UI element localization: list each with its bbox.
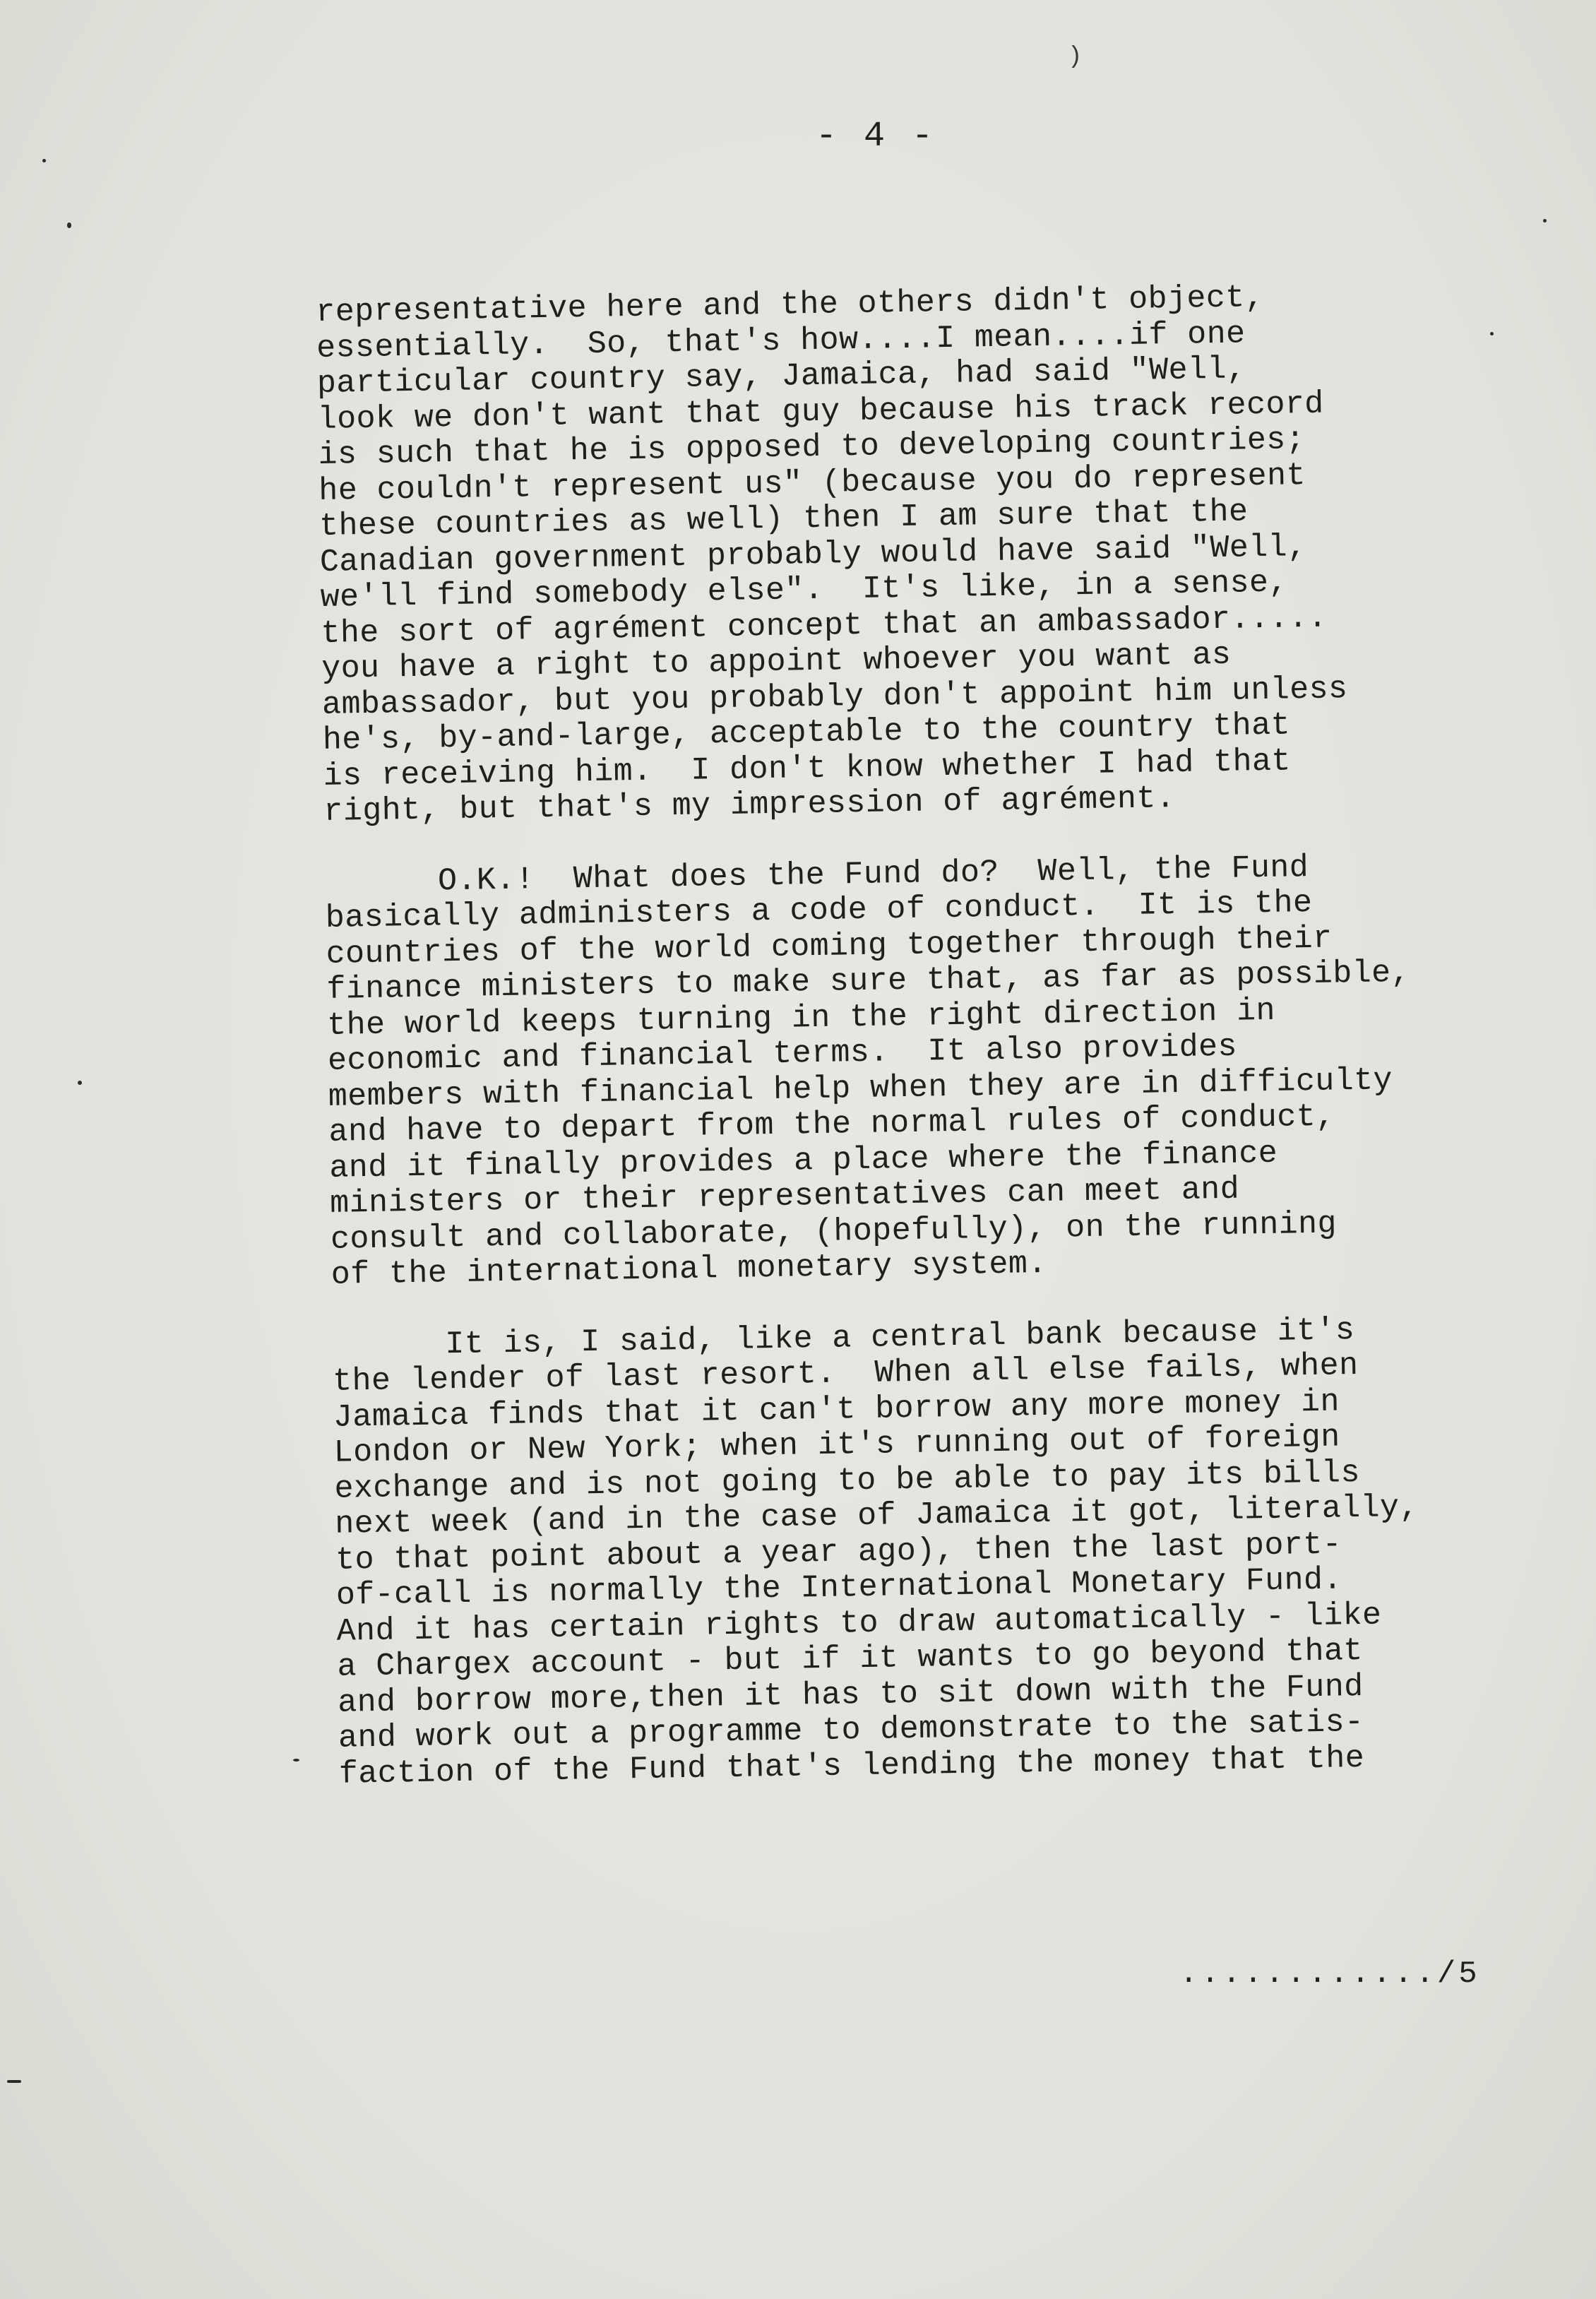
paper-speck — [7, 2080, 21, 2083]
paper-speck — [78, 1081, 82, 1085]
body-text — [316, 276, 1554, 1793]
page-number: - 4 - — [815, 117, 936, 157]
paragraph-1: representative here and the others didn't object, essentially. So, that's how....I mean....if one particular country say, Jamaica, had said "Well, look we don't want that guy because his track record is such that he is opposed to developing countries; he couldn't represent us" (because you do represent these countries as well) then I am sure that the Canadian government probably would have said "Well, we'll find somebody else". It's like, in a sense, the sort of agrément concept that an ambassador..... you have a right to appoint whoever you want as ambassador, but you probably don't appoint him unless he's, by-and-large, acceptable to the country that is receiving him. I don't know whether I had that right, but that's my impression of agrément. — [315, 279, 1348, 830]
continuation-marker: ............/5 — [1179, 1956, 1480, 1992]
paper-speck — [293, 1759, 299, 1762]
pen-mark: ) — [1068, 44, 1083, 71]
paragraph-3: It is, I said, like a central bank because it's the lender of last resort. When all else fails, when Jamaica finds that it can't borrow any more money in London or New York; when it's running out of foreign exchange and is not going to be able to pay its bills next week (and in the case of Jamaica it got, literally, to that point about a year ago), then the last port- of-call is normally the International Monetary Fund. And it has certain rights to draw automatically - like a Chargex account - but if it wants to go beyond that and borrow more,then it has to sit down with the Fund and work out a programme to demonstrate to the satis- faction of the Fund that's lending the money that the — [332, 1312, 1419, 1793]
paper-speck — [1490, 332, 1494, 335]
paper-speck — [42, 159, 46, 162]
paragraph-2: O.K.! What does the Fund do? Well, the Fund basically administers a code of conduct. It is the countries of the world coming together through their finance ministers to make sure that, as far as possible, the world keeps turning in the right direction in economic and financial terms. It also provides members with financial help when they are in difficulty and have to depart from the normal rules of conduct, and it finally provides a place where the finance ministers or their representatives can meet and consult and collaborate, (hopefully), on the running of the international monetary system. — [325, 849, 1411, 1293]
paper-speck — [1543, 219, 1547, 222]
paper-speck — [67, 222, 71, 228]
